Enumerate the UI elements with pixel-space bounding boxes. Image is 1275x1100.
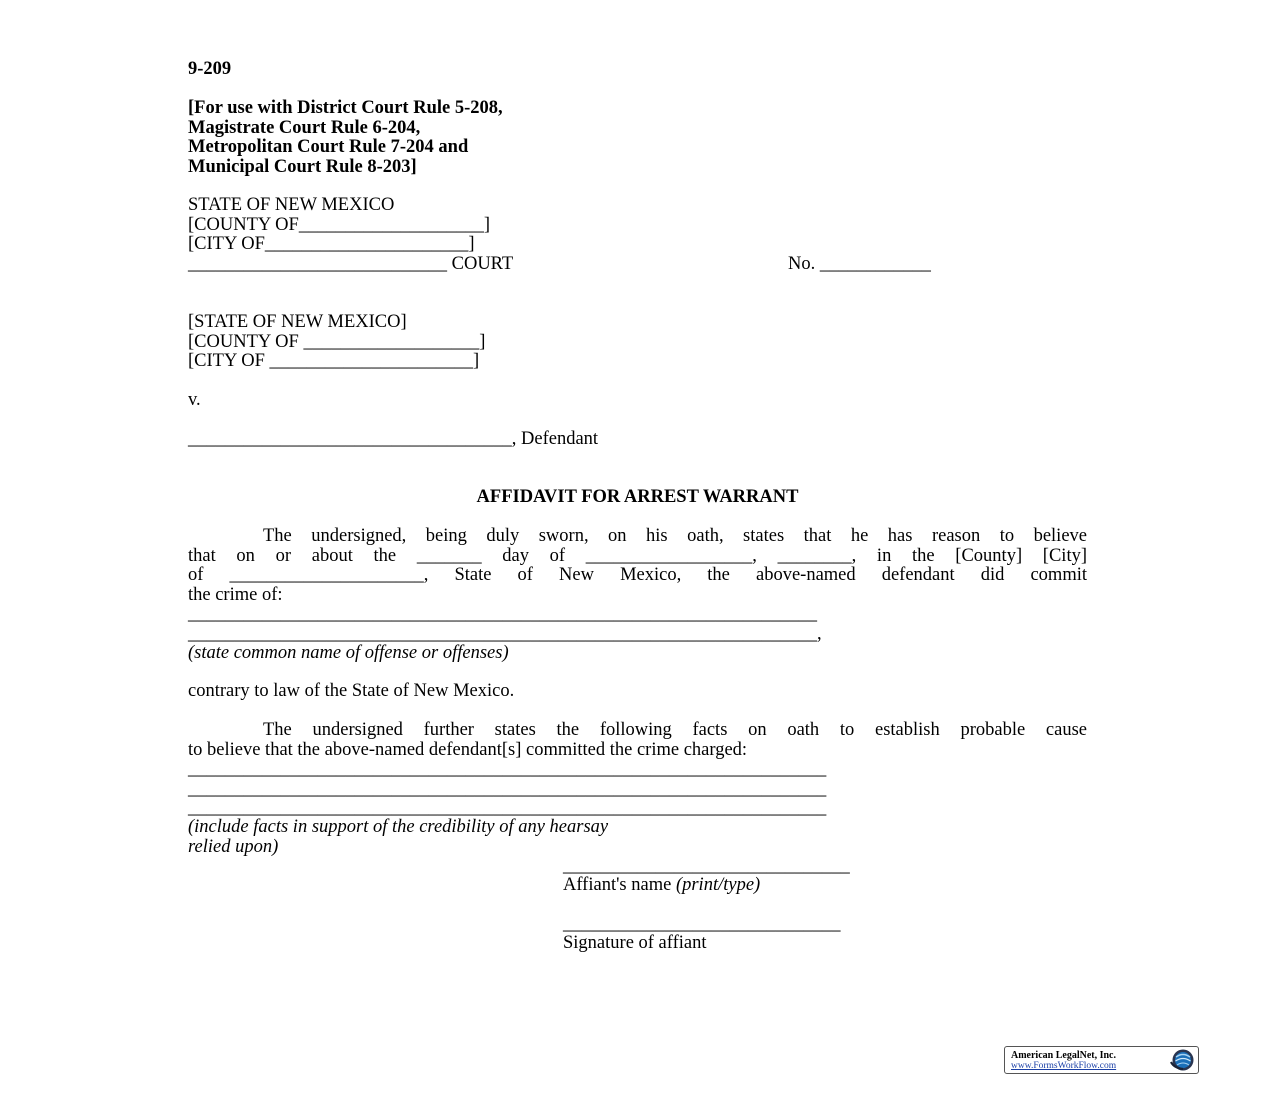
paragraph1-line-3: of _____________________, State of New Mexico, the above-named defendant did commit [188, 565, 1087, 585]
plaintiff-state: [STATE OF NEW MEXICO] [188, 312, 407, 332]
logo-company-name: American LegalNet, Inc. [1011, 1050, 1116, 1061]
facts-note-line-2: relied upon) [188, 836, 279, 857]
paragraph1-line-1: The undersigned, being duly sworn, on his oath, states that he has reason to believe [263, 526, 1087, 546]
affiant-name-label [563, 876, 760, 896]
court-city: [CITY OF______________________] [188, 234, 475, 254]
affiant-name-blank: _______________________________ [563, 856, 850, 876]
plaintiff-county: [COUNTY OF ___________________] [188, 331, 486, 352]
court-state: STATE OF NEW MEXICO [188, 195, 395, 215]
affiant-name-print-note: (print/type) [675, 875, 761, 895]
form-number: 9-209 [188, 59, 232, 79]
offense-note: (state common name of offense or offenses) [188, 643, 509, 663]
contrary-line: contrary to law of the State of New Mexico. [188, 681, 515, 701]
forms-workflow-logo[interactable] [1004, 1046, 1199, 1074]
rule-line-3: Metropolitan Court Rule 7-204 and [188, 137, 469, 157]
paragraph2-line-1: The undersigned further states the following facts on oath to establish probable cause [263, 720, 1087, 740]
offense-blank-2: ____________________________________________________________________, [188, 623, 822, 644]
plaintiff-city: [CITY OF ______________________] [188, 351, 480, 371]
facts-blank-3: _____________________________________________________________________ [188, 798, 827, 818]
versus: v. [188, 390, 201, 410]
paragraph2-line-2: to believe that the above-named defendant[s] committed the crime charged: [188, 739, 748, 760]
logo-url-link[interactable]: www.FormsWorkFlow.com [1011, 1061, 1117, 1071]
facts-blank-2: _____________________________________________________________________ [188, 778, 827, 799]
offense-blank-1: ____________________________________________________________________ [188, 604, 817, 624]
court-name: ____________________________ COURT [188, 253, 514, 274]
rule-line-1: [For use with District Court Rule 5-208, [188, 98, 503, 118]
paragraph1-line-2: that on or about the _______ day of __________________, ________, in the [County] [City] [188, 545, 1087, 566]
facts-note-line-1: (include facts in support of the credibility of any hearsay [188, 817, 609, 837]
document-title: AFFIDAVIT FOR ARREST WARRANT [476, 487, 799, 507]
rule-line-4: Municipal Court Rule 8-203] [188, 156, 417, 177]
paragraph1-line-4: the crime of: [188, 584, 283, 605]
facts-blank-1: _____________________________________________________________________ [188, 759, 827, 779]
rule-line-2: Magistrate Court Rule 6-204, [188, 117, 421, 138]
affiant-signature-blank: ______________________________ [563, 914, 841, 934]
affiant-signature-label: Signature of affiant [563, 933, 707, 953]
case-number: No. ____________ [788, 253, 931, 274]
affiant-name-text: Affiant's name [563, 875, 672, 895]
defendant-line: ___________________________________, Defendant [188, 429, 599, 449]
globe-icon [1169, 1048, 1195, 1072]
court-county: [COUNTY OF____________________] [188, 214, 490, 235]
